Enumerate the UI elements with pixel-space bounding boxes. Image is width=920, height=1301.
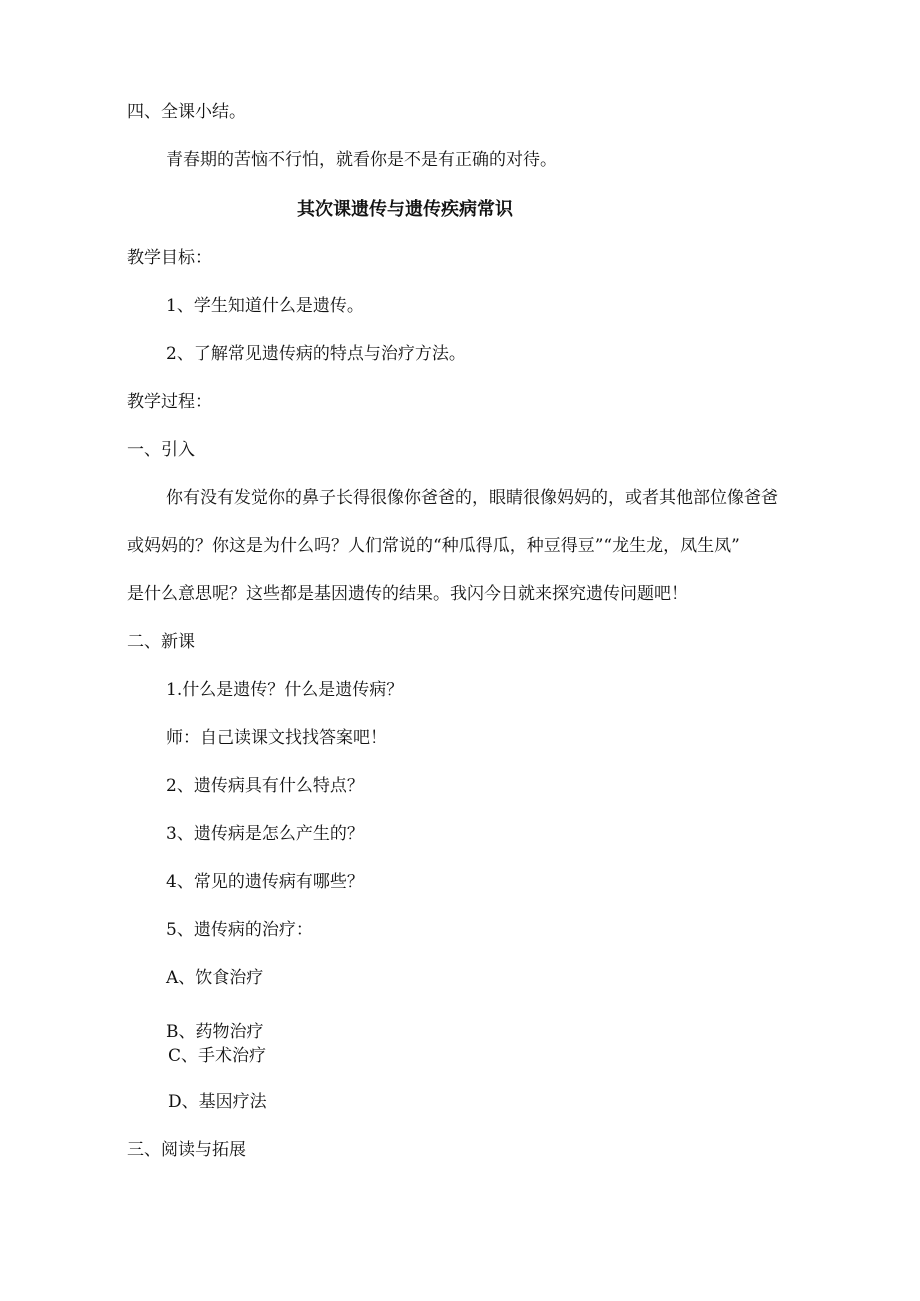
new-lesson-item: 1.什么是遗传？什么是遗传病？ (166, 680, 404, 700)
new-lesson-item: 3、遗传病是怎么产生的？ (166, 824, 364, 844)
intro-paragraph-line: 是什么意思呢？这些都是基因遗传的结果。我闪今日就来探究遗传问题吧！ (127, 584, 688, 604)
intro-heading: 一、引入 (127, 440, 195, 460)
treatment-item: C、手术治疗 (168, 1046, 267, 1066)
process-heading: 教学过程： (127, 392, 212, 412)
new-lesson-item: 4、常见的遗传病有哪些？ (166, 872, 364, 892)
summary-text: 青春期的苦恼不行怕，就看你是不是有正确的对待。 (166, 150, 557, 170)
treatment-item: B、药物治疗 (166, 1022, 264, 1042)
goal-item: 2、了解常见遗传病的特点与治疗方法。 (166, 344, 466, 364)
new-lesson-heading: 二、新课 (127, 632, 195, 652)
new-lesson-item: 师：自己读课文找找答案吧！ (166, 728, 387, 748)
lesson-title (0, 198, 920, 222)
intro-paragraph-line: 你有没有发觉你的鼻子长得很像你爸爸的，眼睛很像妈妈的，或者其他部位像爸爸 (166, 488, 778, 508)
lesson-title-text: 其次课遗传与遗传疾病常识 (297, 199, 513, 220)
new-lesson-item: 2、遗传病具有什么特点？ (166, 776, 364, 796)
reading-heading: 三、阅读与拓展 (127, 1140, 246, 1160)
new-lesson-item: 5、遗传病的治疗： (166, 920, 313, 940)
section-four-heading: 四、全课小结。 (127, 102, 246, 122)
treatment-item: D、基因疗法 (168, 1092, 267, 1112)
intro-paragraph-line: 或妈妈的？你这是为什么吗？人们常说的“种瓜得瓜，种豆得豆”“龙生龙，凤生凤” (127, 536, 740, 556)
goals-heading: 教学目标： (127, 248, 212, 268)
goal-item: 1、学生知道什么是遗传。 (166, 296, 364, 316)
treatment-item: A、饮食治疗 (166, 968, 264, 988)
